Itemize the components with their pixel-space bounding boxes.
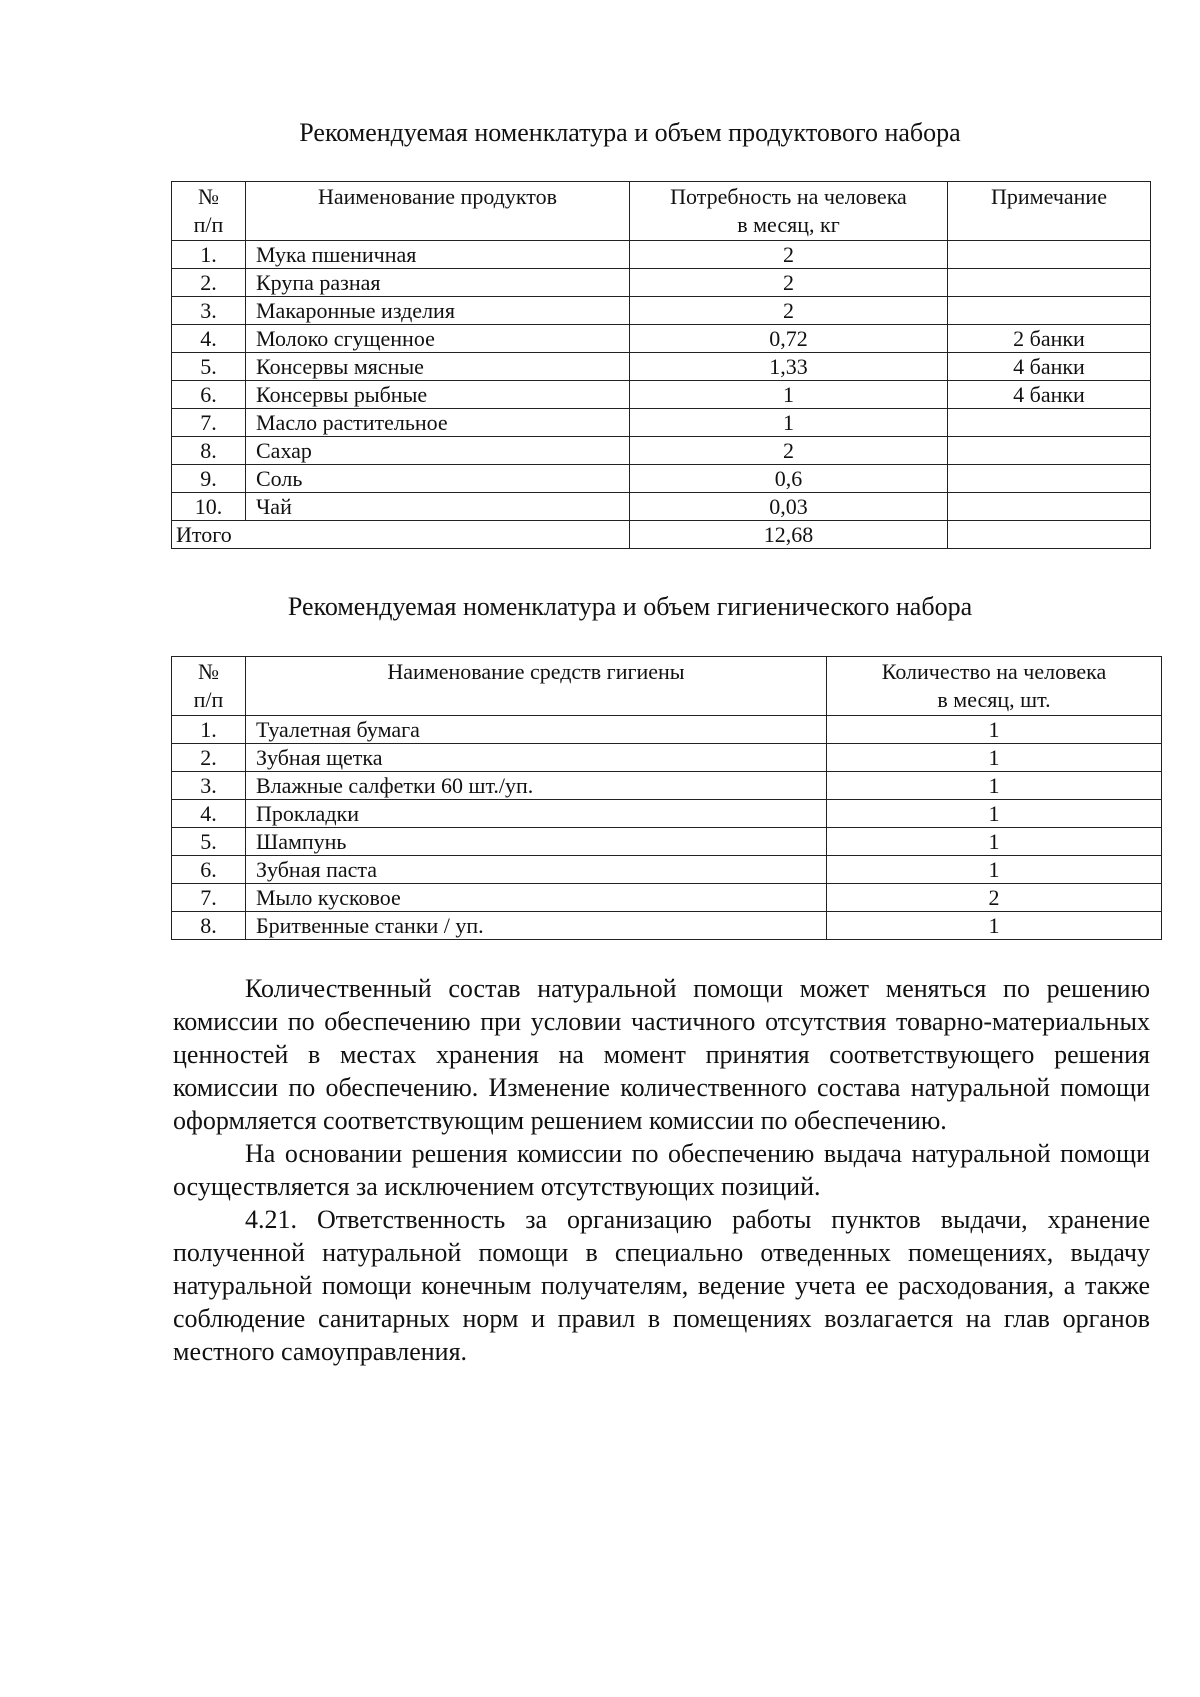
- row-number: 2.: [172, 744, 246, 772]
- table-row: [172, 297, 1151, 325]
- product-note: [948, 241, 1151, 269]
- table-row: [172, 828, 1162, 856]
- product-note: [948, 437, 1151, 465]
- product-quantity: 0,72: [630, 325, 948, 353]
- row-number: 5.: [172, 353, 246, 381]
- hygiene-item-quantity: 2: [827, 884, 1162, 912]
- table-row: [172, 465, 1151, 493]
- col-header-note: Примечание: [948, 182, 1151, 241]
- hygiene-item-name: Влажные салфетки 60 шт./уп.: [246, 772, 827, 800]
- row-number: 8.: [172, 912, 246, 940]
- row-number: 10.: [172, 493, 246, 521]
- product-note: [948, 493, 1151, 521]
- product-quantity: 2: [630, 241, 948, 269]
- hygiene-item-name: Прокладки: [246, 800, 827, 828]
- paragraph: На основании решения комиссии по обеспечению выдача натуральной помощи осуществляется за исключением отсутствующих позиций.: [173, 1139, 1150, 1201]
- product-name: Масло растительное: [246, 409, 630, 437]
- table-row: [172, 744, 1162, 772]
- product-quantity: 0,03: [630, 493, 948, 521]
- table-row: [172, 856, 1162, 884]
- hygiene-item-name: Бритвенные станки / уп.: [246, 912, 827, 940]
- food-set-table: [171, 181, 1151, 549]
- product-quantity: 0,6: [630, 465, 948, 493]
- hygiene-item-quantity: 1: [827, 828, 1162, 856]
- table-row: [172, 800, 1162, 828]
- hygiene-item-quantity: 1: [827, 716, 1162, 744]
- product-note: [948, 409, 1151, 437]
- row-number: 3.: [172, 772, 246, 800]
- row-number: 1.: [172, 241, 246, 269]
- table-row: [172, 381, 1151, 409]
- product-name: Крупа разная: [246, 269, 630, 297]
- total-note: [948, 521, 1151, 549]
- total-label: Итого: [172, 521, 630, 549]
- paragraph: 4.21. Ответственность за организацию работы пунктов выдачи, хранение полученной натуральной помощи в специально отведенных помещениях, выдачу натуральной помощи конечным получателям, ведение учета ее расходования, а также соблюдение санитарных норм и правил в помещениях возлагается на глав органов местного самоуправления.: [173, 1205, 1150, 1366]
- table-row: [172, 325, 1151, 353]
- hygiene-set-table: [171, 656, 1162, 940]
- product-quantity: 1: [630, 381, 948, 409]
- table-row: [172, 437, 1151, 465]
- product-name: Соль: [246, 465, 630, 493]
- product-name: Консервы мясные: [246, 353, 630, 381]
- hygiene-item-quantity: 1: [827, 800, 1162, 828]
- table-row: [172, 884, 1162, 912]
- table-header-row: [172, 182, 1151, 241]
- product-name: Чай: [246, 493, 630, 521]
- hygiene-item-quantity: 1: [827, 772, 1162, 800]
- product-quantity: 2: [630, 269, 948, 297]
- table-header-row: [172, 657, 1162, 716]
- product-quantity: 2: [630, 437, 948, 465]
- product-note: [948, 269, 1151, 297]
- table-row: [172, 772, 1162, 800]
- table-row: [172, 912, 1162, 940]
- product-note: 4 банки: [948, 353, 1151, 381]
- total-row: [172, 521, 1151, 549]
- hygiene-item-name: Туалетная бумага: [246, 716, 827, 744]
- table-row: [172, 269, 1151, 297]
- product-name: Мука пшеничная: [246, 241, 630, 269]
- table-row: [172, 409, 1151, 437]
- product-note: 4 банки: [948, 381, 1151, 409]
- row-number: 2.: [172, 269, 246, 297]
- row-number: 1.: [172, 716, 246, 744]
- row-number: 8.: [172, 437, 246, 465]
- row-number: 7.: [172, 409, 246, 437]
- table-row: [172, 353, 1151, 381]
- hygiene-item-quantity: 1: [827, 912, 1162, 940]
- table-row: [172, 493, 1151, 521]
- product-name: Консервы рыбные: [246, 381, 630, 409]
- total-value: 12,68: [630, 521, 948, 549]
- row-number: 3.: [172, 297, 246, 325]
- product-note: [948, 297, 1151, 325]
- table-row: [172, 241, 1151, 269]
- col-header-num: № п/п: [172, 182, 246, 241]
- product-quantity: 1: [630, 409, 948, 437]
- product-note: [948, 465, 1151, 493]
- body-text: [173, 972, 1150, 1368]
- product-name: Молоко сгущенное: [246, 325, 630, 353]
- paragraph: Количественный состав натуральной помощи может меняться по решению комиссии по обеспечению при условии частичного отсутствия товарно-материальных ценностей в местах хранения на момент принятия соответствующего решения комиссии по обеспечению. Изменение количественного состава натуральной помощи оформляется соответствующим решением комиссии по обеспечению.: [173, 974, 1150, 1135]
- row-number: 6.: [172, 856, 246, 884]
- product-quantity: 1,33: [630, 353, 948, 381]
- hygiene-item-quantity: 1: [827, 856, 1162, 884]
- hygiene-item-quantity: 1: [827, 744, 1162, 772]
- hygiene-item-name: Зубная паста: [246, 856, 827, 884]
- hygiene-item-name: Мыло кусковое: [246, 884, 827, 912]
- col-header-qty: Количество на человека в месяц, шт.: [827, 657, 1162, 716]
- col-header-name: Наименование средств гигиены: [246, 657, 827, 716]
- product-name: Сахар: [246, 437, 630, 465]
- row-number: 6.: [172, 381, 246, 409]
- row-number: 4.: [172, 800, 246, 828]
- product-name: Макаронные изделия: [246, 297, 630, 325]
- hygiene-item-name: Шампунь: [246, 828, 827, 856]
- col-header-num: № п/п: [172, 657, 246, 716]
- col-header-need: Потребность на человека в месяц, кг: [630, 182, 948, 241]
- row-number: 5.: [172, 828, 246, 856]
- row-number: 7.: [172, 884, 246, 912]
- product-note: 2 банки: [948, 325, 1151, 353]
- table-row: [172, 716, 1162, 744]
- row-number: 9.: [172, 465, 246, 493]
- product-quantity: 2: [630, 297, 948, 325]
- col-header-name: Наименование продуктов: [246, 182, 630, 241]
- hygiene-item-name: Зубная щетка: [246, 744, 827, 772]
- food-set-title: Рекомендуемая номенклатура и объем продуктового набора: [299, 118, 961, 147]
- row-number: 4.: [172, 325, 246, 353]
- hygiene-set-title: Рекомендуемая номенклатура и объем гигиенического набора: [287, 592, 973, 621]
